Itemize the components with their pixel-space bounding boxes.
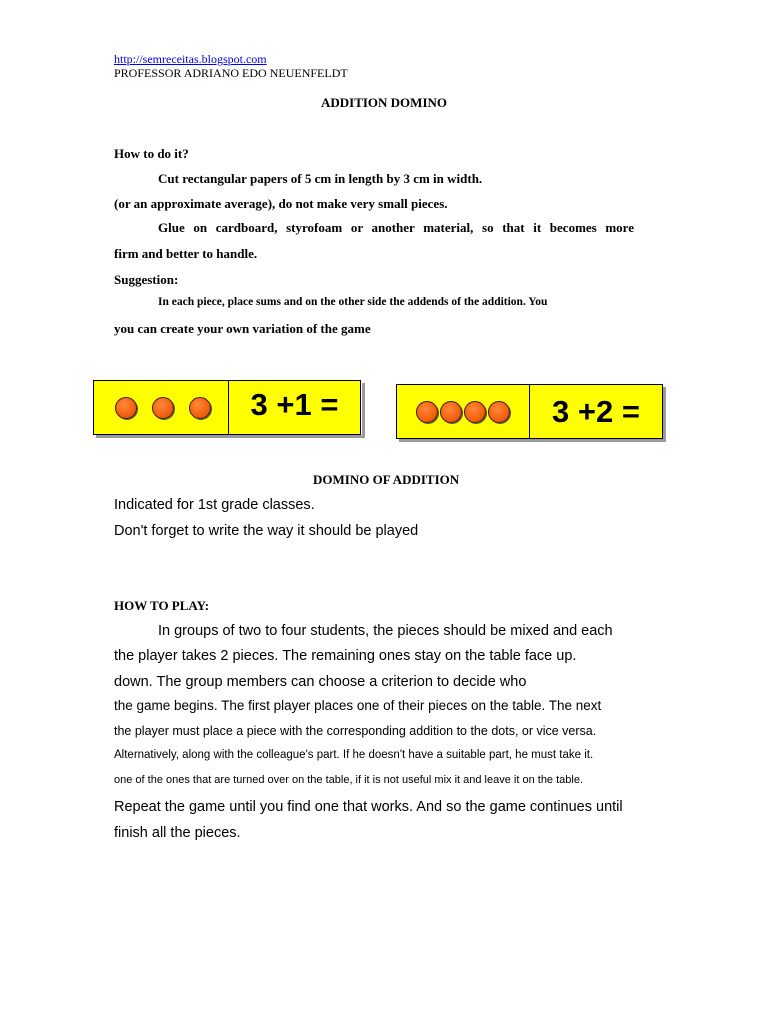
dot-icon [440,401,462,423]
domino-dots-half [396,384,530,439]
domino-sum: 3 +1 = [250,386,339,422]
domino-section-heading: DOMINO OF ADDITION [313,472,460,487]
suggestion-line: you can create your own variation of the game [114,321,371,336]
domino-piece [396,384,663,439]
suggestion-heading: Suggestion: [114,272,179,287]
instruction-line: firm and better to handle. [114,246,258,261]
grade-note: Indicated for 1st grade classes. [114,497,315,513]
author-name: PROFESSOR ADRIANO EDO NEUENFELDT [114,66,348,80]
reminder-note: Don't forget to write the way it should be played [114,523,419,539]
domino-sum-half [228,380,361,435]
rules-line: In groups of two to four students, the pieces should be mixed and each [158,623,613,639]
rules-line: Alternatively, along with the colleague's part. If he doesn't have a suitable part, he must take it. [114,749,594,761]
how-to-play-heading: HOW TO PLAY: [114,598,210,613]
dot-icon [152,397,174,419]
dot-icon [416,401,438,423]
blog-link[interactable]: http://semreceitas.blogspot.com [114,52,267,66]
rules-line: one of the ones that are turned over on the table, if it is not useful mix it and leave it on the table. [114,774,584,786]
domino-piece [93,380,362,435]
domino-sum: 3 +2 = [552,393,640,429]
instruction-line: Cut rectangular papers of 5 cm in length by 3 cm in width. [158,171,483,186]
dot-icon [488,401,510,423]
domino-dots-half [93,380,229,435]
dot-icon [464,401,486,423]
dot-icon [115,397,137,419]
rules-line: the player must place a piece with the corresponding addition to the dots, or vice versa. [114,724,597,738]
document-title: ADDITION DOMINO [320,95,448,110]
suggestion-line: In each piece, place sums and on the other side the addends of the addition. You [158,296,548,308]
instruction-line: (or an approximate average), do not make very small pieces. [114,196,448,211]
rules-line: the player takes 2 pieces. The remaining ones stay on the table face up. [114,648,577,664]
how-to-do-heading: How to do it? [114,146,189,161]
dot-icon [189,397,211,419]
rules-line: Repeat the game until you find one that works. And so the game continues until [114,799,623,815]
rules-line: down. The group members can choose a criterion to decide who [114,674,527,690]
rules-line: the game begins. The first player places one of their pieces on the table. The next [114,698,602,713]
domino-sum-half [529,384,663,439]
instruction-line: Glue on cardboard, styrofoam or another material, so that it becomes more [158,220,634,235]
rules-line: finish all the pieces. [114,825,241,841]
